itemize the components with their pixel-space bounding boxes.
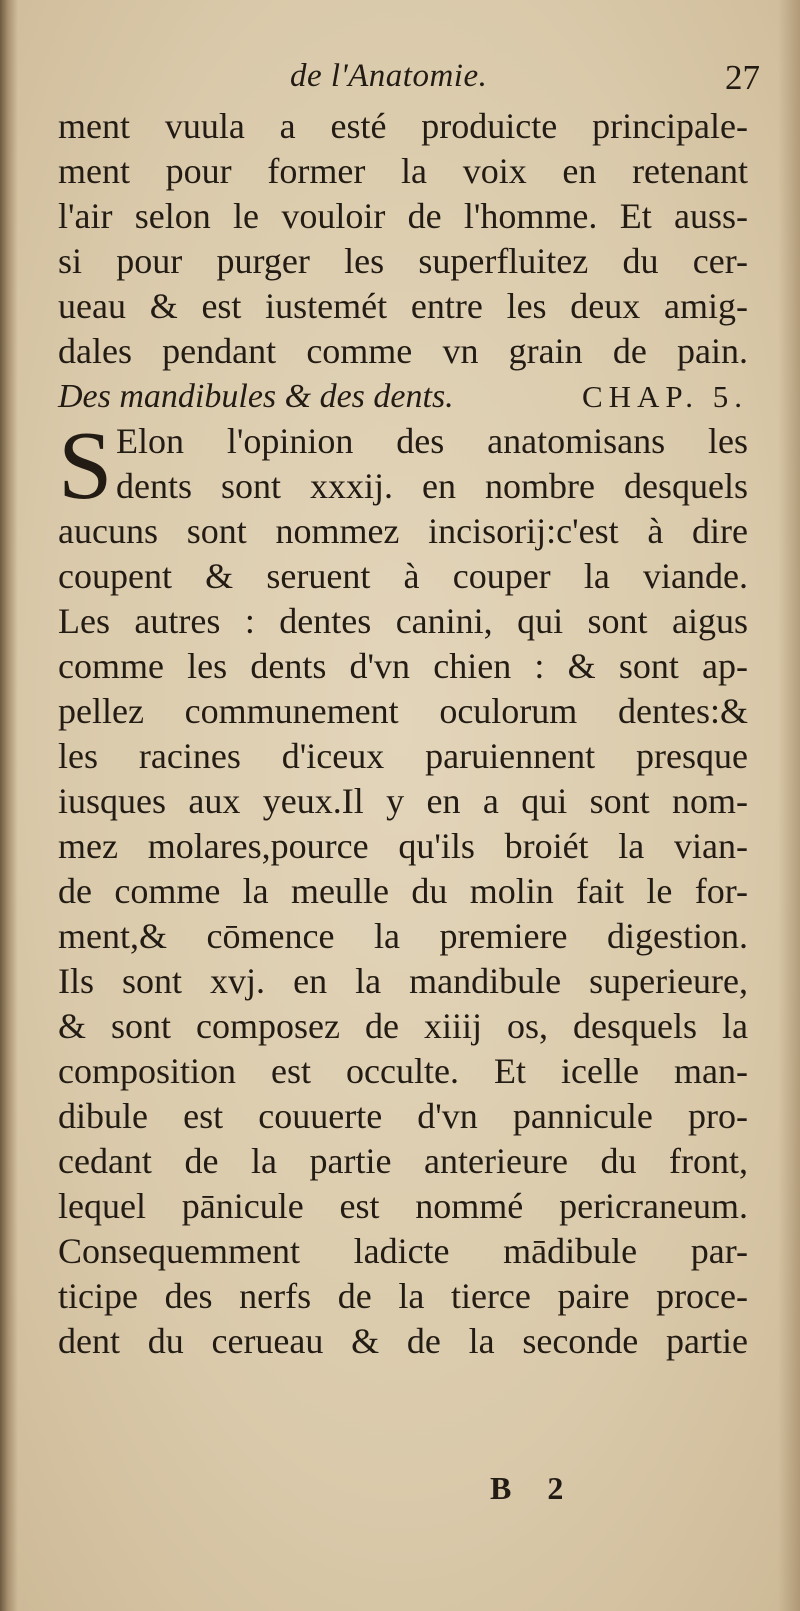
page-header — [290, 58, 760, 108]
text-line: de comme la meulle du molin fait le for- — [58, 871, 748, 911]
running-head: de l'Anatomie. — [290, 58, 488, 94]
text-line: pellez communement oculorum dentes:& — [58, 691, 748, 731]
text-line: ment vuula a esté produicte principale- — [58, 106, 748, 146]
text-line: Les autres : dentes canini, qui sont aigus — [58, 601, 748, 641]
text-line: Ils sont xvj. en la mandibule superieure, — [58, 961, 748, 1001]
chapter-heading — [58, 374, 748, 419]
text-line: si pour purger les superfluitez du cer- — [58, 241, 748, 281]
text-line: dales pendant comme vn grain de pain. — [58, 331, 748, 371]
page-edge-shadow — [778, 0, 800, 1611]
text-line: l'air selon le vouloir de l'homme. Et auss- — [58, 196, 748, 236]
text-line: ueau & est iustemét entre les deux amig- — [58, 286, 748, 326]
text-line: iusques aux yeux.Il y en a qui sont nom- — [58, 781, 748, 821]
text-line: ticipe des nerfs de la tierce paire proce- — [58, 1276, 748, 1316]
text-line: coupent & seruent à couper la viande. — [58, 556, 748, 596]
text-line: composition est occulte. Et icelle man- — [58, 1051, 748, 1091]
gutter-shadow — [0, 0, 18, 1611]
text-line: comme les dents d'vn chien : & sont ap- — [58, 646, 748, 686]
text-line: dents sont xxxij. en nombre desquels — [116, 466, 748, 506]
text-line: lequel pānicule est nommé pericraneum. — [58, 1186, 748, 1226]
text-line: mez molares,pource qu'ils broiét la vian- — [58, 826, 748, 866]
text-line: aucuns sont nommez incisorij:c'est à dire — [58, 511, 748, 551]
chapter-opening — [58, 412, 748, 520]
text-line: Elon l'opinion des anatomisans les — [116, 421, 748, 461]
text-line: cedant de la partie anterieure du front, — [58, 1141, 748, 1181]
signature-mark: B 2 — [490, 1470, 578, 1506]
drop-cap: S — [58, 412, 113, 520]
text-line: ment pour former la voix en retenant — [58, 151, 748, 191]
text-line: Consequemment ladicte mādibule par- — [58, 1231, 748, 1271]
text-line: dibule est couuerte d'vn pannicule pro- — [58, 1096, 748, 1136]
text-line: ment,& cōmence la premiere digestion. — [58, 916, 748, 956]
page-number: 27 — [725, 58, 760, 97]
text-line: dent du cerueau & de la seconde partie — [58, 1321, 748, 1361]
chapter-title: Des mandibules & des dents. — [58, 378, 454, 415]
chapter-number: CHAP. 5. — [581, 379, 748, 414]
text-line: les racines d'iceux paruiennent presque — [58, 736, 748, 776]
text-line: & sont composez de xiiij os, desquels la — [58, 1006, 748, 1046]
text-block — [58, 104, 748, 1364]
